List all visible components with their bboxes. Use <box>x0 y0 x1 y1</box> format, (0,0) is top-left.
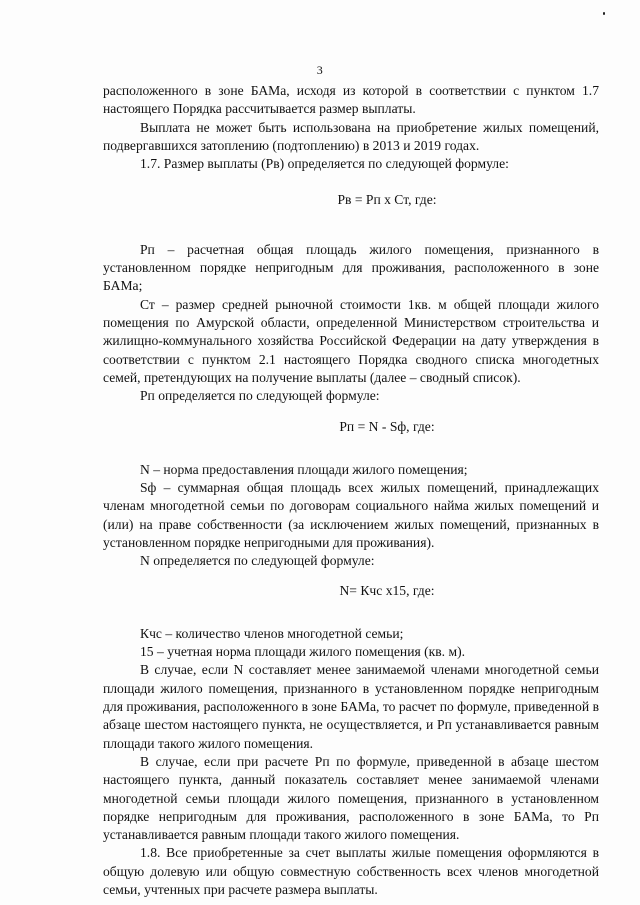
paragraph: Выплата не может быть использована на приобретение жилых помещений, подвергавшихся затоплению (подтоплению) в 2013 и 2019 годах. <box>103 119 599 153</box>
page-number: 3 <box>316 63 324 77</box>
formula-payment: Рв = Рп х Ст, где: <box>337 192 437 208</box>
paragraph-definition-15: 15 – учетная норма площади жилого помещения (кв. м). <box>140 644 466 660</box>
paragraph: В случае, если при расчете Рп по формуле, приведенной в абзаце шестом настоящего пункта, данный показатель составляет менее занимаемой членами многодетной семьи площади жилого помещения, признанного в установленном порядке непригодным для проживания, расположенного в зоне БАМа, то Рп устанавливается равным площади такого жилого помещения. <box>103 753 599 843</box>
formula-norm: N= Кчс х15, где: <box>339 582 435 598</box>
formula-area: Рп = N - Sф, где: <box>339 419 435 435</box>
paragraph: Рп определяется по следующей формуле: <box>140 388 380 404</box>
paragraph-section-1-7: 1.7. Размер выплаты (Рв) определяется по следующей формуле: <box>140 156 509 172</box>
scan-mark <box>603 12 605 15</box>
paragraph-definition-kchs: Кчс – количество членов многодетной семьи; <box>140 625 404 641</box>
paragraph: N определяется по следующей формуле: <box>140 553 375 569</box>
paragraph-definition-rp: Рп – расчетная общая площадь жилого помещения, признанного в установленном порядке непригодным для проживания, расположенного в зоне БАМа; <box>103 241 599 294</box>
paragraph: В случае, если N составляет менее занимаемой членами многодетной семьи площади жилого помещения, признанного в установленном порядке непригодным для проживания, расположенного в зоне БАМа, то расчет по формуле, приведенной в абзаце шестом настоящего пункта, не осуществляется, и Рп устанавливается равным площади такого жилого помещения. <box>103 662 599 751</box>
paragraph-definition-sf: Sф – суммарная общая площадь всех жилых помещений, принадлежащих членам многодетной семьи по договорам социального найма жилых помещений и (или) на праве собственности (за исключением жилых помещений, признанных в установленном порядке непригодными для проживания). <box>103 480 599 550</box>
paragraph-definition-n: N – норма предоставления площади жилого помещения; <box>140 461 468 477</box>
paragraph-definition-st: Ст – размер средней рыночной стоимости 1кв. м общей площади жилого помещения по Амурской области, определенной Министерством строительства и жилищно-коммунального хозяйства Российской Федерации на дату утверждения в соответствии с пунктом 2.1 настоящего Порядка сводного списка многодетных семей, претендующих на получение выплаты (далее – сводный список). <box>103 296 599 385</box>
paragraph: расположенного в зоне БАМа, исходя из которой в соответствии с пунктом 1.7 настоящего Порядка рассчитывается размер выплаты. <box>103 83 599 117</box>
paragraph-section-1-8: 1.8. Все приобретенные за счет выплаты жилые помещения оформляются в общую долевую или общую совместную собственность всех членов многодетной семьи, учтенных при расчете размера выплаты. <box>103 845 599 897</box>
document-body <box>103 82 599 899</box>
